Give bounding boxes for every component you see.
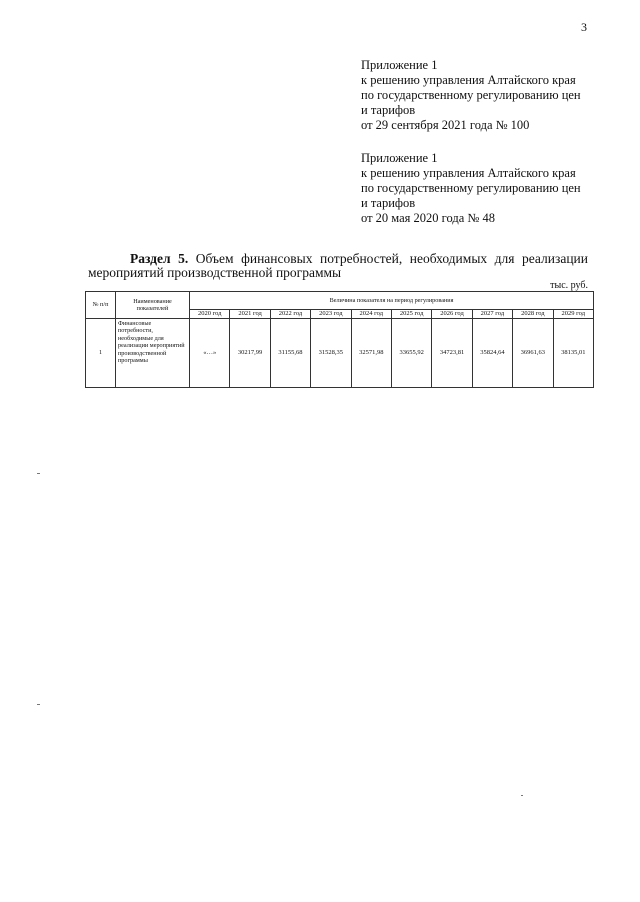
scan-speck [521, 795, 523, 796]
row-value: 31155,68 [270, 319, 310, 388]
row-number: 1 [86, 319, 116, 388]
row-value: «…» [190, 319, 230, 388]
appendix-line: к решению управления Алтайского края [361, 73, 576, 87]
header-number: № п/п [86, 292, 116, 319]
header-name: Наименование показателей [116, 292, 190, 319]
header-year: 2022 год [270, 310, 310, 319]
scan-margin-mark [37, 704, 40, 705]
row-value: 36961,63 [513, 319, 553, 388]
scan-margin-mark [37, 473, 40, 474]
row-name: Финансовые потребности, необходимые для реализации мероприятий производственной программы [116, 319, 190, 388]
page-number: 3 [581, 20, 587, 34]
row-value: 30217,99 [230, 319, 270, 388]
appendix-line: и тарифов [361, 103, 416, 117]
header-year: 2026 год [432, 310, 472, 319]
row-value: 35824,64 [472, 319, 512, 388]
header-year: 2024 год [351, 310, 391, 319]
section-title-line2: мероприятий производственной программы [88, 265, 342, 280]
section-heading [88, 252, 588, 280]
financial-needs-table [85, 291, 594, 388]
appendix-line: от 29 сентября 2021 года № 100 [361, 118, 530, 132]
header-year: 2029 год [553, 310, 593, 319]
header-period: Величина показателя на период регулирования [190, 292, 594, 310]
header-year: 2023 год [311, 310, 351, 319]
appendix-line: Приложение 1 [361, 58, 438, 72]
header-year: 2021 год [230, 310, 270, 319]
header-year: 2020 год [190, 310, 230, 319]
header-year: 2027 год [472, 310, 512, 319]
row-value: 33655,92 [391, 319, 431, 388]
appendix-line: по государственному регулированию цен [361, 181, 581, 195]
header-year: 2025 год [391, 310, 431, 319]
appendix-line: от 20 мая 2020 года № 48 [361, 211, 495, 225]
header-year: 2028 год [513, 310, 553, 319]
appendix-line: Приложение 1 [361, 151, 438, 165]
section-title-line1: Объем финансовых потребностей, необходимых для реализации [195, 251, 588, 266]
row-value: 34723,81 [432, 319, 472, 388]
appendix-line: по государственному регулированию цен [361, 88, 581, 102]
appendix-current [361, 58, 601, 133]
row-value: 38135,01 [553, 319, 593, 388]
table-row [86, 319, 594, 388]
appendix-original [361, 151, 601, 226]
row-value: 32571,98 [351, 319, 391, 388]
units-label: тыс. руб. [550, 280, 588, 291]
section-label: Раздел 5. [130, 251, 189, 266]
appendix-line: и тарифов [361, 196, 416, 210]
row-value: 31528,35 [311, 319, 351, 388]
appendix-line: к решению управления Алтайского края [361, 166, 576, 180]
